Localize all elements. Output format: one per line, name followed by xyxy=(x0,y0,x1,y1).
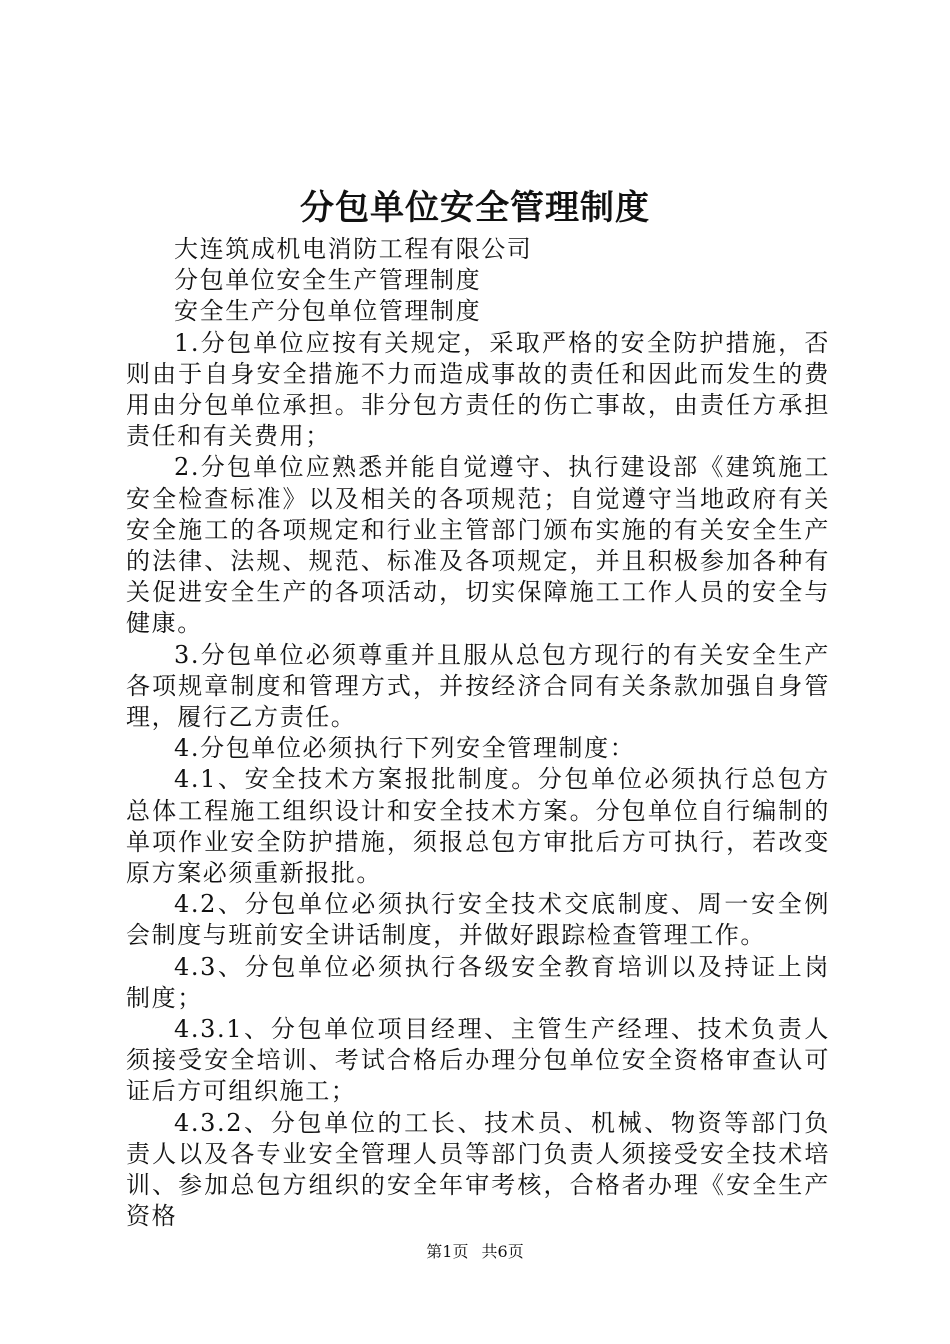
clause-4-3-1: 4.3.1、分包单位项目经理、主管生产经理、技术负责人须接受安全培训、考试合格后办理分包单位安全资格审查认可证后方可组织施工； xyxy=(126,1015,830,1106)
document-body xyxy=(126,234,830,1233)
document-title: 分包单位安全管理制度 xyxy=(300,188,650,228)
clause-1: 1.分包单位应按有关规定，采取严格的安全防护措施，否则由于自身安全措施不力而造成事故的责任和因此而发生的费用由分包单位承担。非分包方责任的伤亡事故，由责任方承担责任和有关费用； xyxy=(126,328,830,451)
clause-3: 3.分包单位必须尊重并且服从总包方现行的有关安全生产各项规章制度和管理方式，并按经济合同有关条款加强自身管理，履行乙方责任。 xyxy=(126,640,830,732)
clause-4-2: 4.2、分包单位必须执行安全技术交底制度、周一安全例会制度与班前安全讲话制度，并做好跟踪检查管理工作。 xyxy=(126,890,830,950)
subtitle-2: 安全生产分包单位管理制度 xyxy=(174,297,482,326)
page-number: 第1页 xyxy=(426,1242,469,1261)
company-name: 大连筑成机电消防工程有限公司 xyxy=(174,235,533,263)
clause-4-3: 4.3、分包单位必须执行各级安全教育培训以及持证上岗制度； xyxy=(126,952,830,1012)
clause-2: 2.分包单位应熟悉并能自觉遵守、执行建设部《建筑施工安全检查标准》以及相关的各项规范；自觉遵守当地政府有关安全施工的各项规定和行业主管部门颁布实施的有关安全生产的法律、法规、规范、标准及各项规定，并且积极参加各种有关促进安全生产的各项活动，切实保障施工工作人员的安全与健康。 xyxy=(126,453,830,638)
clause-4-1: 4.1、安全技术方案报批制度。分包单位必须执行总包方总体工程施工组织设计和安全技术方案。分包单位自行编制的单项作业安全防护措施，须报总包方审批后方可执行，若改变原方案必须重新报批。 xyxy=(126,765,830,888)
clause-4-3-2: 4.3.2、分包单位的工长、技术员、机械、物资等部门负责人以及各专业安全管理人员等部门负责人须接受安全技术培训、参加总包方组织的安全年审考核，合格者办理《安全生产资格 xyxy=(126,1108,830,1231)
clause-4: 4.分包单位必须执行下列安全管理制度： xyxy=(174,734,636,763)
page-footer xyxy=(0,1240,950,1264)
page-total: 共6页 xyxy=(481,1242,524,1261)
subtitle-1: 分包单位安全生产管理制度 xyxy=(174,266,482,295)
